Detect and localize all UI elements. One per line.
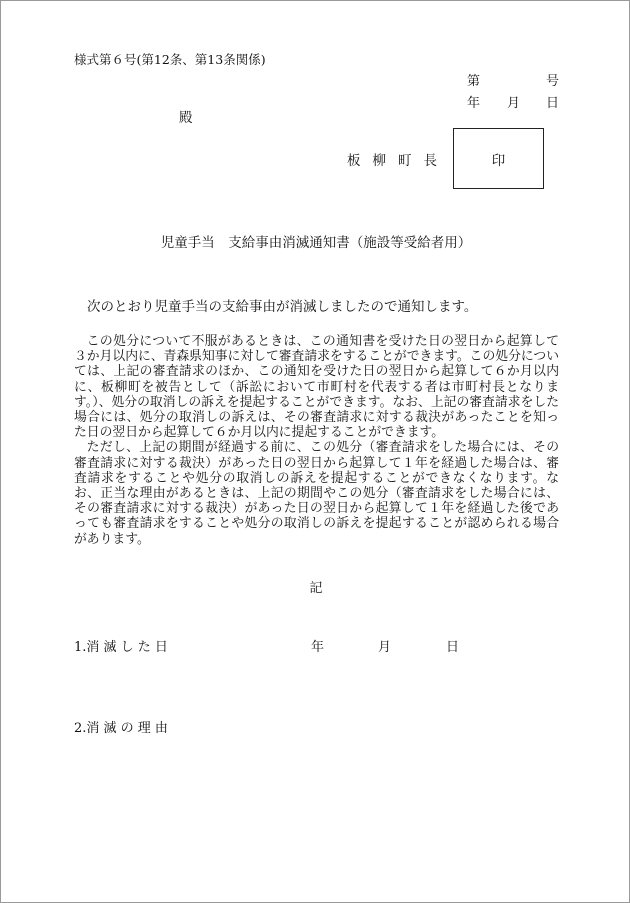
issuer-name: 板柳町長 — [347, 153, 449, 169]
intro-sentence: 次のとおり児童手当の支給事由が消滅しましたので通知します。 — [87, 299, 478, 315]
number-suffix: 号 — [545, 74, 559, 89]
issue-day-label: 日 — [545, 96, 559, 111]
item1-label: 1.消 滅 し た 日 — [74, 640, 168, 655]
document-title: 児童手当 支給事由消滅通知書（施設等受給者用） — [160, 235, 472, 251]
ki-heading: 記 — [309, 581, 323, 596]
number-prefix: 第 — [467, 74, 481, 89]
appeal-paragraph-1: この処分について不服があるときは、この通知書を受けた日の翌日から起算して３か月以内に、青森県知事に対して審査請求をすることができます。この処分については、上記の審査請求のほか、この通知を受けた日の翌日から起算して６か月以内に、板柳町を被告として（訴訟において市町村を代表する者は市町村長となります。）、処分の取消しの訴えを提起することができます。なお、上記の審査請求をした場合には、処分の取消しの訴えは、その審査請求に対する裁決があったことを知った日の翌日から起算して６か月以内に提起することができます。 — [74, 334, 560, 441]
appeal-notice — [74, 334, 559, 547]
seal-label: 印 — [491, 153, 506, 169]
form-number: 様式第６号(第12条、第13条関係) — [74, 52, 266, 67]
item1-year-label: 年 — [311, 640, 325, 655]
seal-box — [453, 128, 544, 189]
appeal-paragraph-2: ただし、上記の期間が経過する前に、この処分（審査請求をした場合には、その審査請求に対する裁決）があった日の翌日から起算して１年を経過した場合は、審査請求をすることや処分の取消しの訴えを提起することができなくなります。なお、正当な理由があるときは、上記の期間やこの処分（審査請求をした場合には、その審査請求に対する裁決）があった日の翌日から起算して１年を経過した後であっても審査請求をすることや処分の取消しの訴えを提起することが認められる場合があります。 — [74, 440, 560, 547]
addressee-suffix: 殿 — [179, 110, 193, 126]
item1-month-label: 月 — [378, 640, 392, 655]
issue-year-label: 年 — [467, 96, 481, 111]
item1-day-label: 日 — [445, 640, 459, 655]
item2-label: 2.消 滅 の 理 由 — [74, 721, 168, 736]
issue-month-label: 月 — [507, 96, 521, 111]
